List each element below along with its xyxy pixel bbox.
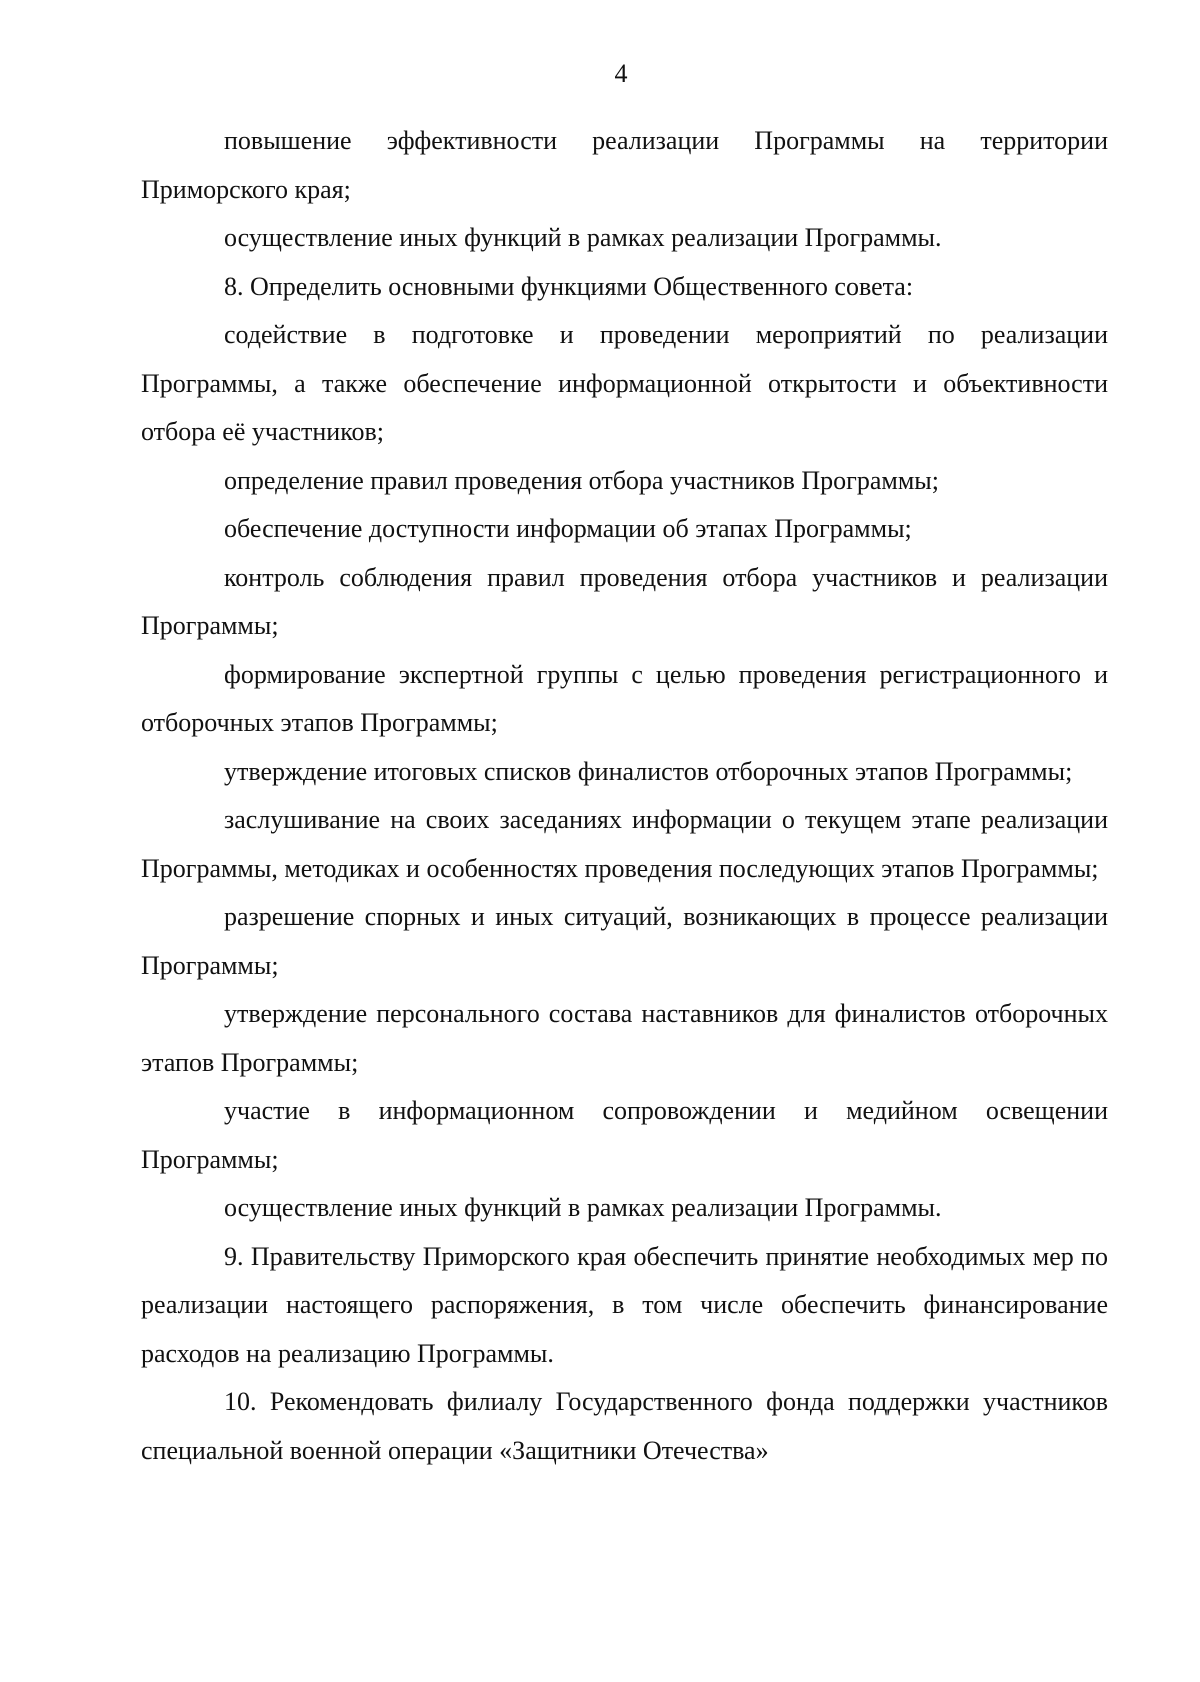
paragraph-function-info-access: обеспечение доступности информации об этапах Программы; xyxy=(224,514,912,543)
paragraph-function-rules: определение правил проведения отбора участников Программы; xyxy=(224,465,939,495)
paragraph-other-functions: осуществление иных функций в рамках реализации Программы. xyxy=(224,223,942,252)
paragraph-function-control: контроль соблюдения правил проведения отбора участников и реализации Программы; xyxy=(141,562,1108,640)
paragraph-function-other: осуществление иных функций в рамках реализации Программы. xyxy=(224,1193,942,1222)
paragraph-goal-efficiency: повышение эффективности реализации Программы на территории Приморского края; xyxy=(141,126,1108,204)
paragraph-function-disputes: разрешение спорных и иных ситуаций, возникающих в процессе реализации Программы; xyxy=(141,902,1108,980)
paragraph-function-finalist-lists: утверждение итоговых списков финалистов отборочных этапов Программы; xyxy=(224,756,1073,786)
page-number: 4 xyxy=(614,59,628,88)
paragraph-item-10: 10. Рекомендовать филиалу Государственного фонда поддержки участников специальной военной операции «Защитники Отечества» xyxy=(141,1387,1108,1465)
paragraph-function-assistance: содействие в подготовке и проведении мероприятий по реализации Программы, а также обеспечение информационной открытости и объективности отбора её участников; xyxy=(141,320,1108,446)
paragraph-function-hearings: заслушивание на своих заседаниях информации о текущем этапе реализации Программы, методиках и особенностях проведения последующих этапов Программы; xyxy=(141,805,1108,883)
paragraph-function-expert-group: формирование экспертной группы с целью проведения регистрационного и отборочных этапов Программы; xyxy=(141,659,1108,737)
paragraph-function-mentors: утверждение персонального состава наставников для финалистов отборочных этапов Программы; xyxy=(141,999,1108,1077)
paragraph-function-media: участие в информационном сопровождении и медийном освещении Программы; xyxy=(141,1096,1108,1174)
document-body xyxy=(141,117,1108,1475)
paragraph-item-8-heading: 8. Определить основными функциями Общественного совета: xyxy=(224,271,914,301)
paragraph-item-9: 9. Правительству Приморского края обеспечить принятие необходимых мер по реализации настоящего распоряжения, в том числе обеспечить финансирование расходов на реализацию Программы. xyxy=(141,1241,1108,1368)
